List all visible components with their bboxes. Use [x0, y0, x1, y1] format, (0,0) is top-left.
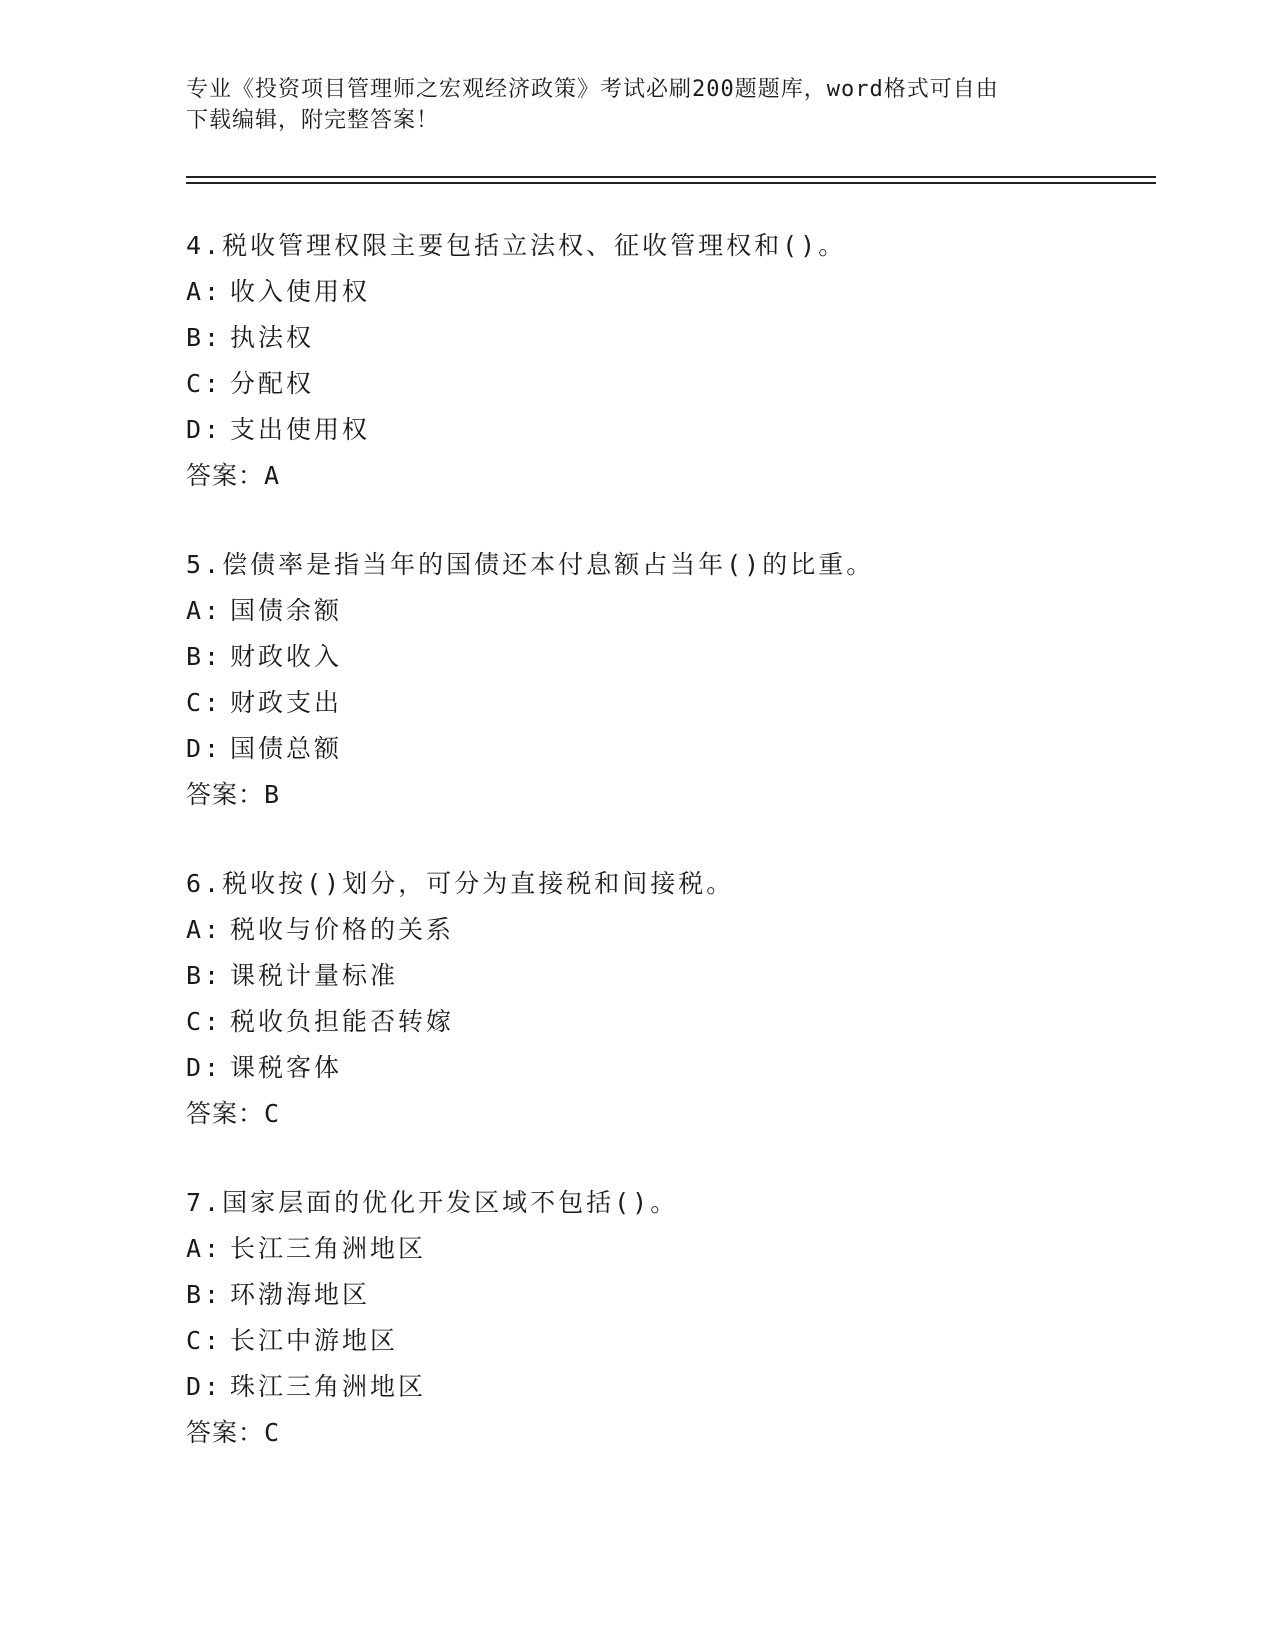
answer-label: 答案： — [186, 780, 265, 809]
option-text: 执法权 — [230, 323, 315, 352]
option-c — [186, 1318, 1166, 1364]
option-b — [186, 1272, 1166, 1318]
header-line-1: 专业《投资项目管理师之宏观经济政策》考试必刷200题题库，word格式可自由 — [186, 77, 999, 102]
answer-label: 答案： — [186, 1418, 265, 1447]
option-text: 税收负担能否转嫁 — [230, 1007, 455, 1036]
document-header — [186, 74, 1086, 136]
option-d — [186, 1045, 1166, 1091]
option-key: A: — [186, 1234, 223, 1263]
answer-line — [186, 772, 1166, 818]
header-line-2: 下载编辑，附完整答案！ — [186, 108, 440, 133]
option-text: 财政收入 — [230, 642, 343, 671]
question-text: 5.偿债率是指当年的国债还本付息额占当年()的比重。 — [186, 550, 875, 579]
question-text: 4.税收管理权限主要包括立法权、征收管理权和()。 — [186, 231, 847, 260]
question-block — [186, 542, 1166, 818]
option-key: B: — [186, 961, 223, 990]
option-key: B: — [186, 1280, 223, 1309]
question-text: 7.国家层面的优化开发区域不包括()。 — [186, 1188, 679, 1217]
option-key: C: — [186, 1007, 223, 1036]
option-b — [186, 953, 1166, 999]
option-d — [186, 407, 1166, 453]
option-key: C: — [186, 688, 223, 717]
answer-value: C — [264, 1418, 281, 1447]
option-key: B: — [186, 323, 223, 352]
option-key: A: — [186, 596, 223, 625]
question-block — [186, 1180, 1166, 1456]
option-key: D: — [186, 1053, 223, 1082]
option-key: D: — [186, 734, 223, 763]
option-key: D: — [186, 415, 223, 444]
answer-label: 答案： — [186, 461, 265, 490]
option-text: 长江三角洲地区 — [230, 1234, 427, 1263]
option-text: 国债余额 — [230, 596, 343, 625]
option-a — [186, 1226, 1166, 1272]
option-key: B: — [186, 642, 223, 671]
answer-label: 答案： — [186, 1099, 265, 1128]
option-key: D: — [186, 1372, 223, 1401]
option-d — [186, 1364, 1166, 1410]
answer-value: C — [264, 1099, 281, 1128]
option-a — [186, 588, 1166, 634]
option-text: 课税计量标准 — [230, 961, 399, 990]
option-text: 收入使用权 — [230, 277, 371, 306]
question-text: 6.税收按()划分，可分为直接税和间接税。 — [186, 869, 735, 898]
option-text: 财政支出 — [230, 688, 343, 717]
option-text: 环渤海地区 — [230, 1280, 371, 1309]
option-c — [186, 999, 1166, 1045]
option-text: 课税客体 — [230, 1053, 343, 1082]
option-text: 支出使用权 — [230, 415, 371, 444]
header-divider-top — [186, 176, 1156, 178]
option-a — [186, 907, 1166, 953]
header-divider-bottom — [186, 182, 1156, 184]
answer-value: A — [264, 461, 281, 490]
option-a — [186, 269, 1166, 315]
option-key: A: — [186, 277, 223, 306]
answer-line — [186, 1410, 1166, 1456]
option-text: 珠江三角洲地区 — [230, 1372, 427, 1401]
answer-line — [186, 453, 1166, 499]
option-text: 长江中游地区 — [230, 1326, 399, 1355]
answer-value: B — [264, 780, 281, 809]
option-c — [186, 680, 1166, 726]
option-text: 税收与价格的关系 — [230, 915, 455, 944]
option-key: C: — [186, 1326, 223, 1355]
option-text: 国债总额 — [230, 734, 343, 763]
option-c — [186, 361, 1166, 407]
answer-line — [186, 1091, 1166, 1137]
option-b — [186, 634, 1166, 680]
option-key: C: — [186, 369, 223, 398]
question-block — [186, 223, 1166, 499]
option-b — [186, 315, 1166, 361]
option-text: 分配权 — [230, 369, 315, 398]
option-key: A: — [186, 915, 223, 944]
option-d — [186, 726, 1166, 772]
question-block — [186, 861, 1166, 1137]
